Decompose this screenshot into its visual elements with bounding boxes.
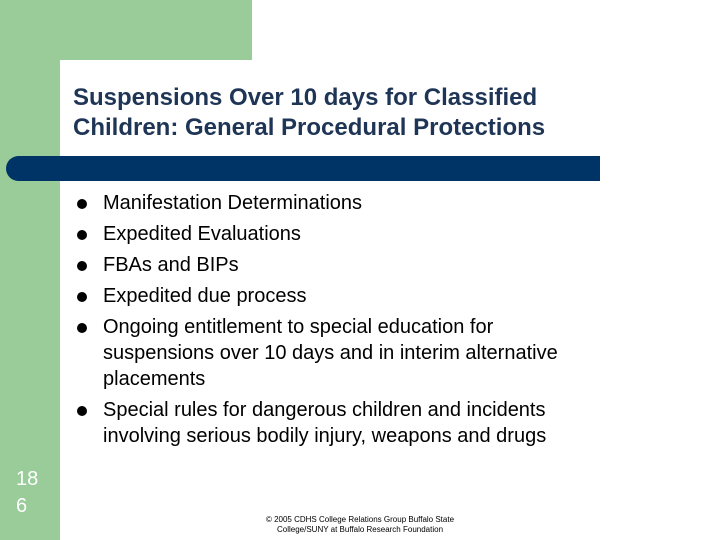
bullet-dot-icon bbox=[77, 406, 87, 416]
bullet-dot-icon bbox=[77, 323, 87, 333]
bullet-text-line: Special rules for dangerous children and incidents bbox=[103, 399, 546, 421]
bullet-item bbox=[75, 190, 675, 216]
slide-number bbox=[16, 466, 56, 520]
bullet-text-line: placements bbox=[103, 368, 206, 390]
slide-title-line: Children: General Procedural Protections bbox=[73, 114, 546, 141]
slide-number-line: 6 bbox=[16, 495, 28, 517]
bullet-item bbox=[75, 221, 675, 247]
slide-title bbox=[73, 83, 673, 143]
bullet-list bbox=[75, 190, 675, 454]
bullet-text-line: FBAs and BIPs bbox=[103, 254, 239, 276]
bullet-text-line: Expedited due process bbox=[103, 285, 307, 307]
bullet-item bbox=[75, 397, 675, 449]
footer-line: © 2005 CDHS College Relations Group Buffalo State bbox=[265, 515, 455, 524]
bullet-dot-icon bbox=[77, 261, 87, 271]
bullet-text-line: involving serious bodily injury, weapons and drugs bbox=[103, 425, 547, 447]
title-divider-bar bbox=[6, 156, 600, 181]
bullet-text-line: Ongoing entitlement to special education for bbox=[103, 316, 494, 338]
slide-number-line: 18 bbox=[16, 468, 39, 490]
bullet-text-line: Manifestation Determinations bbox=[103, 192, 363, 214]
bullet-item bbox=[75, 283, 675, 309]
bullet-dot-icon bbox=[77, 292, 87, 302]
bullet-item bbox=[75, 314, 675, 392]
slide-title-line: Suspensions Over 10 days for Classified bbox=[73, 84, 538, 111]
footer-copyright bbox=[230, 515, 490, 535]
bullet-item bbox=[75, 252, 675, 278]
bullet-text-line: Expedited Evaluations bbox=[103, 223, 301, 245]
decorative-green-bar-left bbox=[0, 0, 60, 540]
bullet-dot-icon bbox=[77, 230, 87, 240]
bullet-text-line: suspensions over 10 days and in interim alternative bbox=[103, 342, 558, 364]
footer-line: College/SUNY at Buffalo Research Foundation bbox=[276, 525, 444, 534]
bullet-dot-icon bbox=[77, 199, 87, 209]
